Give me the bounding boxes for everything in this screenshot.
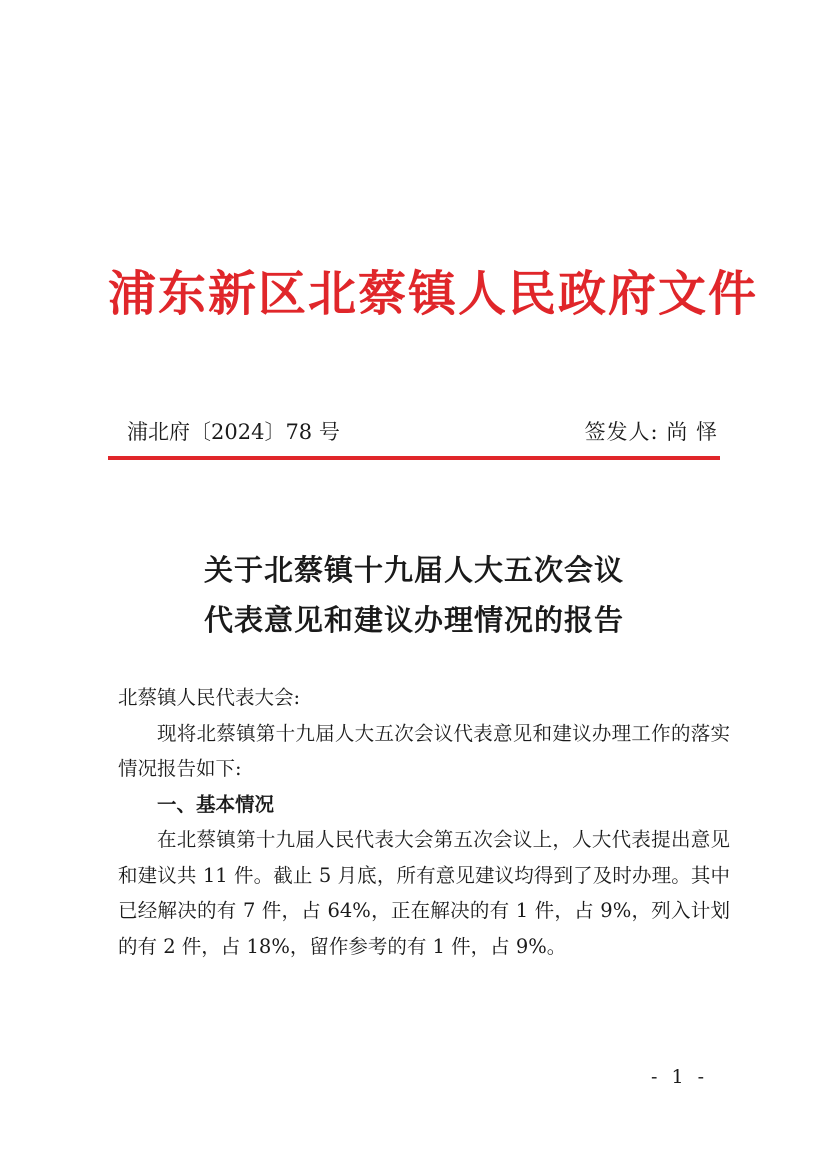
document-number: 浦北府〔2024〕78 号 [127, 420, 340, 444]
intro-paragraph: 现将北蔡镇第十九届人大五次会议代表意见和建议办理工作的落实情况报告如下: [118, 721, 730, 780]
report-title-line-2: 代表意见和建议办理情况的报告 [203, 603, 624, 637]
section-paragraph: 在北蔡镇第十九届人民代表大会第五次会议上，人大代表提出意见和建议共 11 件。截止 5 月底，所有意见建议均得到了及时办理。其中已经解决的有 7 件，占 64%，正在解决的有 1 件，占 9%，列入计划的有 2 件，占 18%，留作参考的有 1 件，占 9%。 [118, 828, 730, 958]
document-body [118, 680, 730, 964]
letterhead-title: 浦东新区北蔡镇人民政府文件 [108, 266, 759, 322]
red-divider-line [108, 456, 720, 460]
salutation: 北蔡镇人民代表大会: [118, 686, 301, 709]
signer: 签发人: 尚 怿 [584, 420, 718, 444]
section-heading: 一、基本情况 [157, 792, 275, 816]
page-number: - 1 - [650, 1066, 708, 1088]
report-title [108, 545, 720, 645]
report-title-line-1: 关于北蔡镇十九届人大五次会议 [203, 553, 624, 587]
